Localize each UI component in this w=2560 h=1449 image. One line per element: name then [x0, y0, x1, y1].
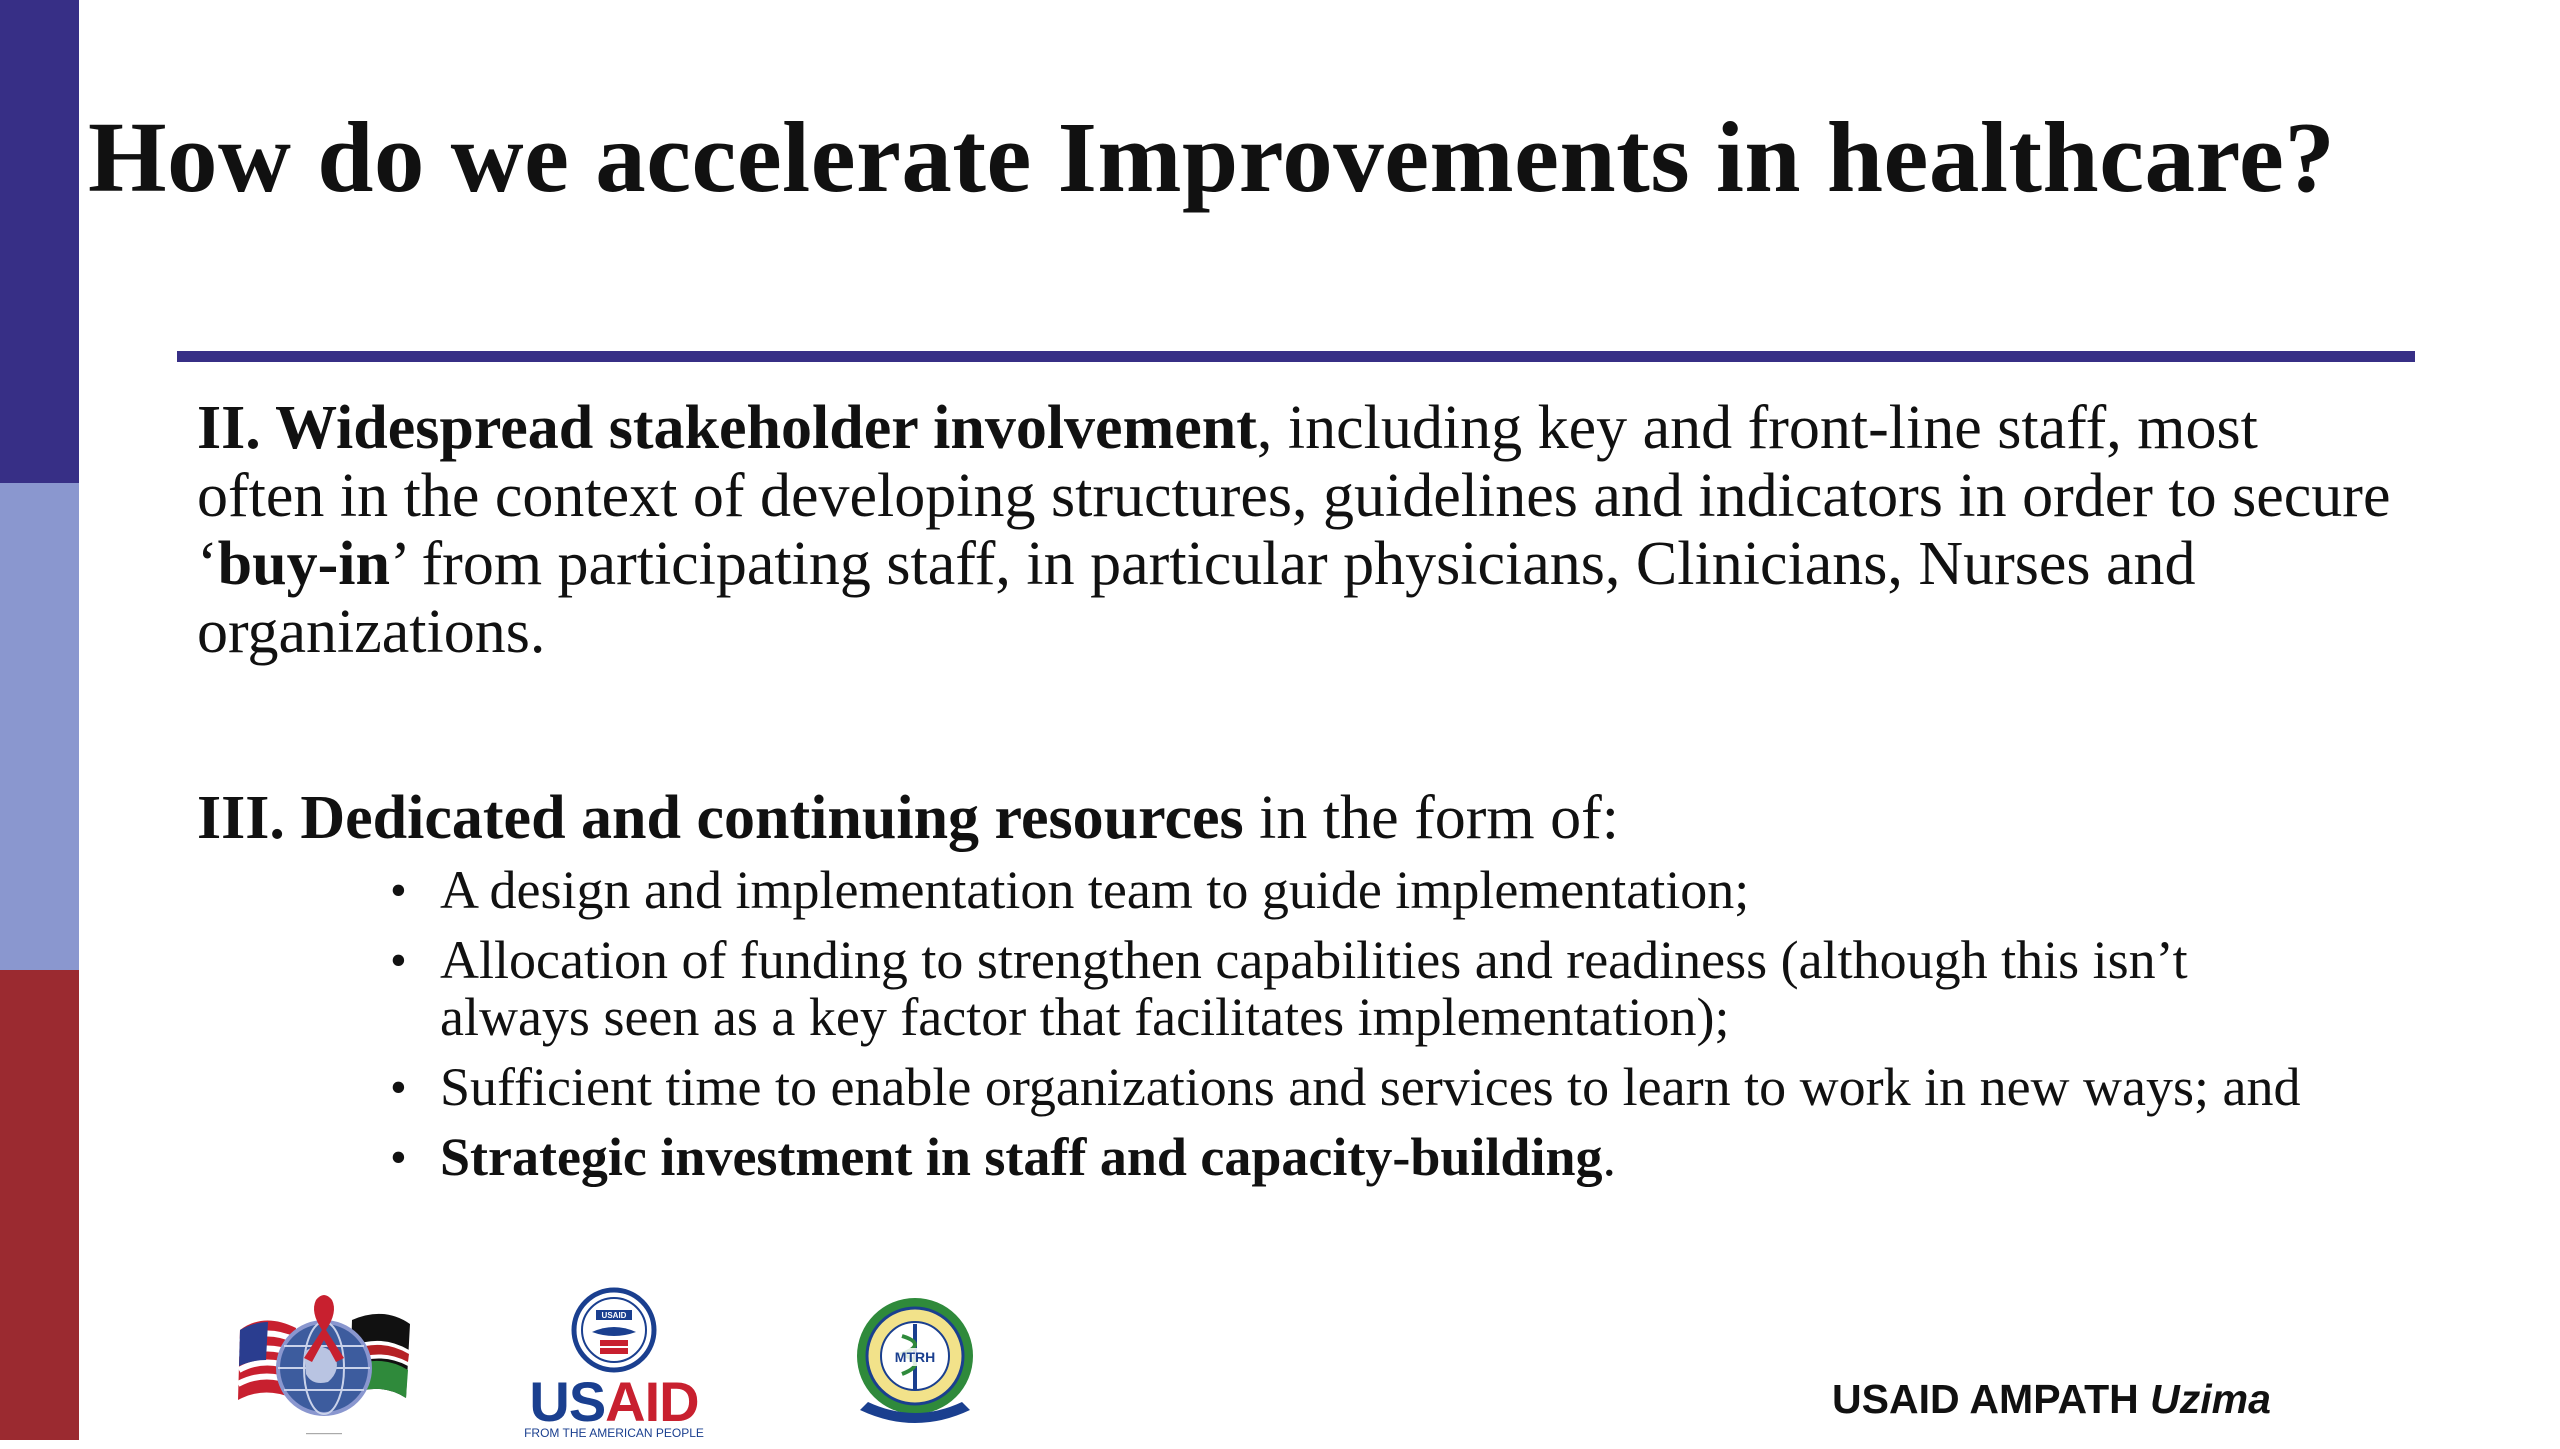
- svg-text:————: ————: [306, 1428, 342, 1438]
- left-color-bar: [0, 0, 79, 1440]
- bullet-icon: •: [390, 934, 407, 987]
- section-3-heading-line: [197, 784, 2397, 852]
- list-item: [390, 1059, 2350, 1116]
- list-item: [390, 862, 2350, 919]
- section-2-text-a: , including key and front-line staff, most often in the context of developing structures, guidelines and indicators in order to secure ‘: [197, 394, 2391, 598]
- list-item: [390, 1129, 2350, 1186]
- buy-in-emphasis: buy-in: [217, 530, 390, 598]
- usaid-tagline: FROM THE AMERICAN PEOPLE: [524, 1426, 704, 1440]
- bullet-icon: •: [390, 864, 407, 917]
- section-2-paragraph: [197, 394, 2397, 666]
- bullet-icon: •: [390, 1061, 407, 1114]
- section-2-text-b: ’ from participating staff, in particular physicians, Clinicians, Nurses and organizations.: [197, 530, 2196, 666]
- usaid-seal-text: USAID: [601, 1311, 627, 1320]
- slide-title: How do we accelerate Improvements in healthcare?: [88, 101, 2336, 213]
- partnership-flags-logo: [234, 1290, 414, 1444]
- section-2-heading: II. Widespread stakeholder involvement: [197, 394, 1257, 462]
- section-3-text: in the form of:: [1243, 784, 1620, 852]
- usaid-logo: [516, 1286, 712, 1440]
- bullet-text: Sufficient time to enable organizations and services to learn to work in new ways; and: [440, 1057, 2301, 1117]
- usaid-seal-icon: [516, 1286, 712, 1376]
- brand-uzima: Uzima: [2150, 1376, 2271, 1422]
- usaid-word-us: US: [529, 1370, 606, 1433]
- usaid-word-aid: AID: [605, 1370, 699, 1433]
- usaid-ampath-uzima-brand: [1832, 1374, 2492, 1424]
- mtrh-logo: [840, 1290, 990, 1440]
- resources-bullet-list: [390, 862, 2350, 1199]
- section-3-heading: III. Dedicated and continuing resources: [197, 784, 1244, 852]
- bullet-text: Allocation of funding to strengthen capabilities and readiness (although this isn’t always seen as a key factor that facilitates implementation);: [440, 930, 2188, 1047]
- flags-globe-icon: [234, 1290, 414, 1444]
- color-bar-top: [0, 0, 79, 483]
- list-item: [390, 932, 2350, 1046]
- bullet-text-bold: Strategic investment in staff and capacity-building: [440, 1127, 1603, 1187]
- mtrh-crest-icon: [840, 1290, 990, 1440]
- mtrh-text: MTRH: [894, 1349, 936, 1365]
- color-bar-middle: [0, 483, 79, 970]
- brand-prefix: USAID AMPATH: [1832, 1376, 2151, 1422]
- bullet-text: A design and implementation team to guide implementation;: [440, 860, 1750, 920]
- bullet-icon: •: [390, 1131, 407, 1184]
- color-bar-bottom: [0, 970, 79, 1440]
- title-divider: [177, 351, 2415, 362]
- bullet-text-tail: .: [1602, 1127, 1617, 1187]
